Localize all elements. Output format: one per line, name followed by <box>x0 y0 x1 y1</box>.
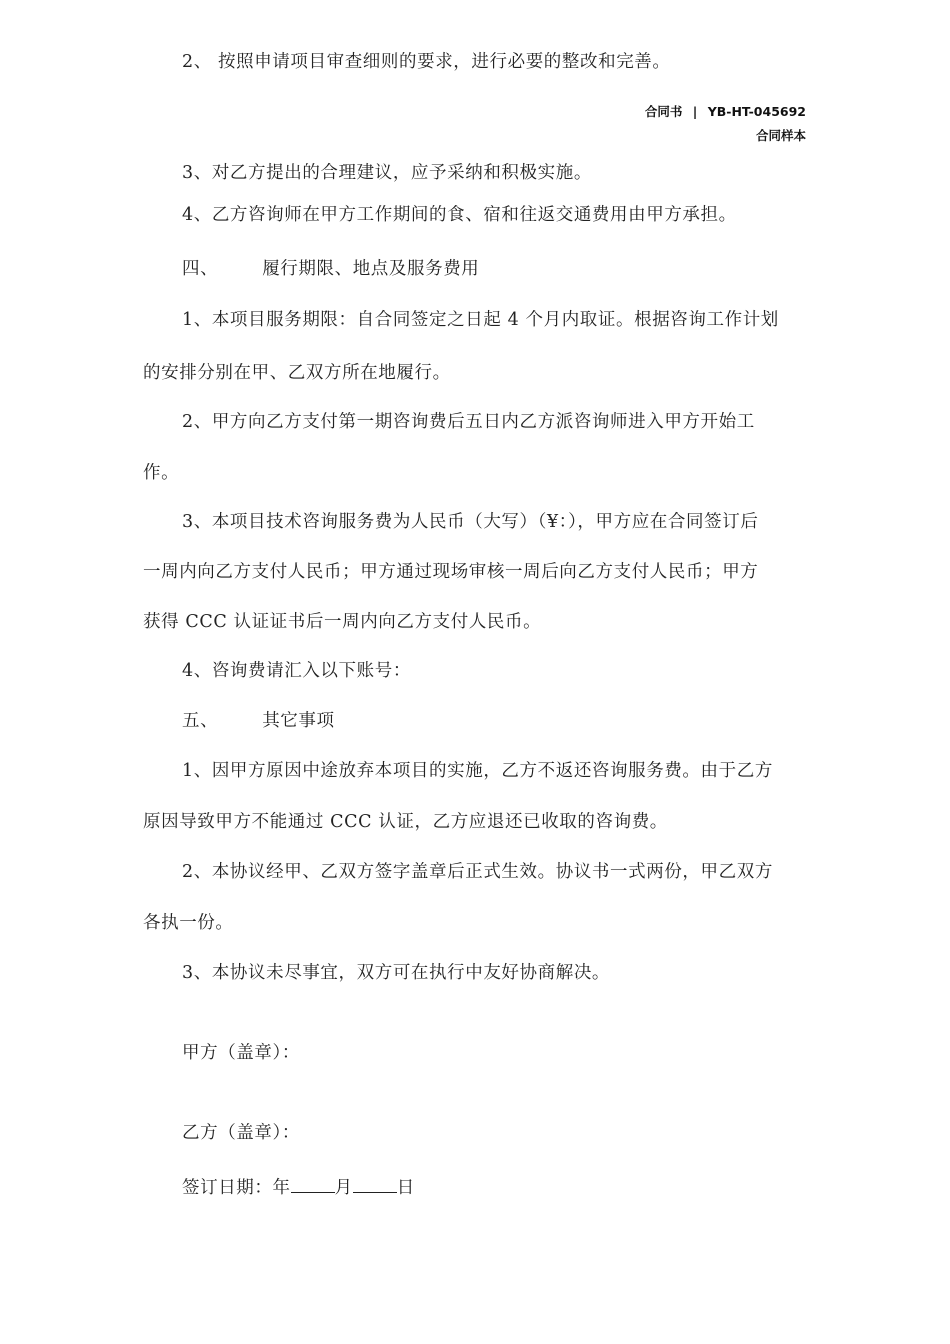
section-5-title: 其它事项 <box>262 711 335 731</box>
section-5-heading <box>182 709 335 733</box>
clause-4-3-line1: 3、本项目技术咨询服务费为人民币（大写）（¥：），甲方应在合同签订后 <box>182 512 759 532</box>
clause-4-2-line1: 2、甲方向乙方支付第一期咨询费后五日内乙方派咨询师进入甲方开始工 <box>182 412 755 432</box>
party-b-seal: 乙方（盖章）： <box>182 1123 300 1143</box>
section-5-number: 五、 <box>182 711 219 731</box>
clause-5-1-line2: 原因导致甲方不能通过 CCC 认证，乙方应退还已收取的咨询费。 <box>143 812 668 832</box>
section-4-title: 履行期限、地点及服务费用 <box>262 259 480 279</box>
day-blank <box>353 1174 397 1193</box>
doc-code: YB-HT-045692 <box>707 104 806 119</box>
signing-date <box>182 1174 415 1200</box>
document-header <box>645 104 806 120</box>
clause-4-3-line3: 获得 CCC 认证证书后一周内向乙方支付人民币。 <box>143 612 542 632</box>
clause-5-2-line2: 各执一份。 <box>143 913 234 933</box>
clause-3-4: 4、乙方咨询师在甲方工作期间的食、宿和往返交通费用由甲方承担。 <box>182 205 737 225</box>
clause-5-2-line1: 2、本协议经甲、乙双方签字盖章后正式生效。协议书一式两份，甲乙双方 <box>182 862 773 882</box>
clause-3-3: 3、对乙方提出的合理建议，应予采纳和积极实施。 <box>182 163 592 183</box>
date-month: 月 <box>334 1178 353 1198</box>
section-4-number: 四、 <box>182 259 219 279</box>
clause-5-1-line1: 1、因甲方原因中途放弃本项目的实施，乙方不返还咨询服务费。由于乙方 <box>182 761 773 781</box>
clause-4-3-line2: 一周内向乙方支付人民币；甲方通过现场审核一周后向乙方支付人民币；甲方 <box>143 562 759 582</box>
month-blank <box>291 1174 335 1193</box>
section-4-heading <box>182 257 479 281</box>
date-label: 签订日期： <box>182 1178 273 1198</box>
clause-4-4: 4、咨询费请汇入以下账号： <box>182 661 411 681</box>
doc-label: 合同书 <box>644 104 683 119</box>
date-day: 日 <box>396 1178 415 1198</box>
clause-4-1-line2: 的安排分别在甲、乙双方所在地履行。 <box>143 363 451 383</box>
date-year: 年 <box>272 1178 291 1198</box>
clause-4-1-line1: 1、本项目服务期限：自合同签定之日起 4 个月内取证。根据咨询工作计划 <box>182 310 779 330</box>
clause-5-3: 3、本协议未尽事宜，双方可在执行中友好协商解决。 <box>182 963 611 983</box>
clause-3-2: 2、 按照申请项目审查细则的要求，进行必要的整改和完善。 <box>182 52 671 72</box>
sample-label: 合同样本 <box>755 128 806 143</box>
header-separator: | <box>692 104 698 119</box>
clause-4-2-line2: 作。 <box>143 463 180 483</box>
party-a-seal: 甲方（盖章）： <box>182 1043 300 1063</box>
